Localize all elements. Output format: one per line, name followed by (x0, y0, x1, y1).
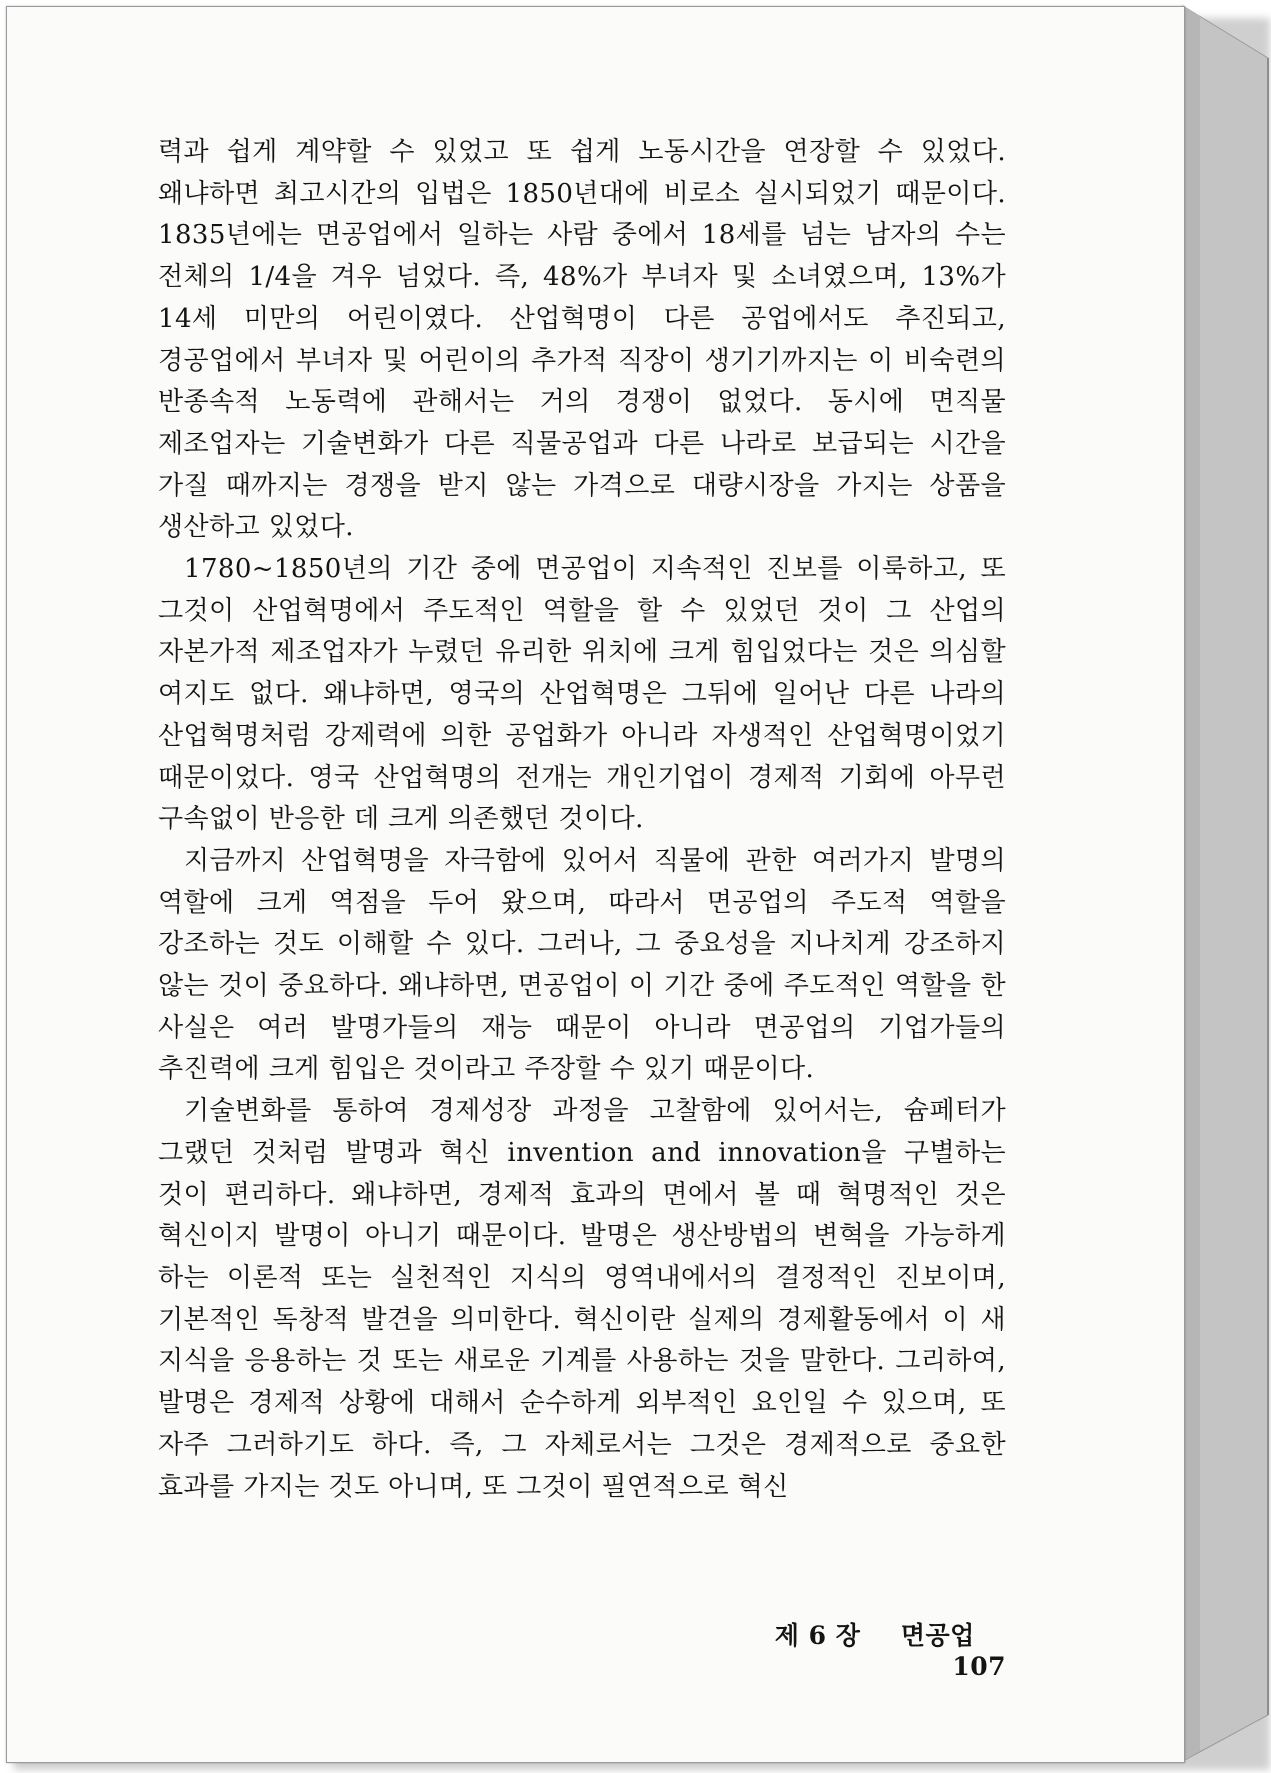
footer-chapter-title: 면공업 (900, 1621, 975, 1650)
paragraph-1: 력과 쉽게 계약할 수 있었고 또 쉽게 노동시간을 연장할 수 있었다. 왜냐하면 최고시간의 입법은 1850년대에 비로소 실시되었기 때문이다. 1835년에는 면공업에서 일하는 사람 중에서 18세를 넘는 남자의 수는 전체의 1/4을 겨우 넘었다. 즉, 48%가 부녀자 및 소녀였으며, 13%가 14세 미만의 어린이였다. 산업혁명이 다른 공업에서도 추진되고, 경공업에서 부녀자 및 어린이의 추가적 직장이 생기기까지는 이 비숙련의 반종속적 노동력에 관해서는 거의 경쟁이 없었다. 동시에 면직물 제조업자는 기술변화가 다른 직물공업과 다른 나라로 보급되는 시간을 가질 때까지는 경쟁을 받지 않는 가격으로 대량시장을 가지는 상품을 생산하고 있었다. (158, 137, 1006, 543)
footer-chapter: 제 6 장 (774, 1621, 861, 1650)
paragraph-3: 지금까지 산업혁명을 자극함에 있어서 직물에 관한 여러가지 발명의 역할에 크게 역점을 두어 왔으며, 따라서 면공업의 주도적 역할을 강조하는 것도 이해할 수 있다. 그러나, 그 중요성을 지나치게 강조하지 않는 것이 중요하다. 왜냐하면, 면공업이 이 기간 중에 주도적인 역할을 한 사실은 여러 발명가들의 재능 때문이 아니라 면공업의 기업가들의 추진력에 크게 힘입은 것이라고 주장할 수 있기 때문이다. (158, 845, 1006, 1085)
running-footer (740, 1616, 1006, 1681)
paragraph-2: 1780~1850년의 기간 중에 면공업이 지속적인 진보를 이룩하고, 또 그것이 산업혁명에서 주도적인 역할을 할 수 있었던 것이 그 산업의 자본가적 제조업자가 누렸던 유리한 위치에 크게 힘입었다는 것은 의심할 여지도 없다. 왜냐하면, 영국의 산업혁명은 그뒤에 일어난 다른 나라의 산업혁명처럼 강제력에 의한 공업화가 아니라 자생적인 산업혁명이었기 때문이었다. 영국 산업혁명의 전개는 개인기업이 경제적 기회에 아무런 구속없이 반응한 데 크게 의존했던 것이다. (158, 554, 1006, 835)
paragraph-4: 기술변화를 통하여 경제성장 과정을 고찰함에 있어서는, 슘페터가 그랬던 것처럼 발명과 혁신 invention and innovation을 구별하는 것이 편리하다. 왜냐하면, 경제적 효과의 면에서 볼 때 혁명적인 것은 혁신이지 발명이 아니기 때문이다. 발명은 생산방법의 변혁을 가능하게 하는 이론적 또는 실천적인 지식의 영역내에서의 결정적인 진보이며, 기본적인 독창적 발견을 의미한다. 혁신이란 실제의 경제활동에서 이 새 지식을 응용하는 것 또는 새로운 기계를 사용하는 것을 말한다. 그리하여, 발명은 경제적 상황에 대해서 순수하게 외부적인 요인일 수 있으며, 또 자주 그러하기도 하다. 즉, 그 자체로서는 그것은 경제적으로 중요한 효과를 가지는 것도 아니며, 또 그것이 필연적으로 혁신 (158, 1096, 1006, 1502)
page-number: 107 (952, 1652, 1006, 1681)
page-body (158, 132, 1006, 1508)
